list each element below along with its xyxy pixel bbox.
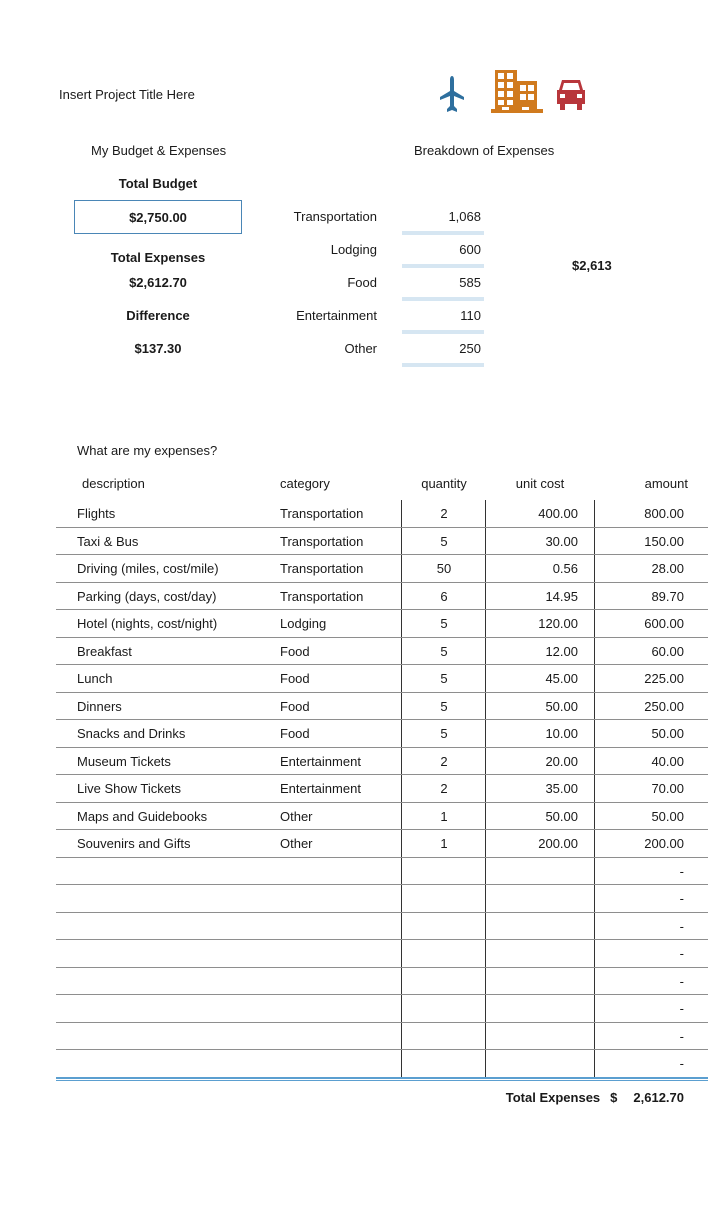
row-description[interactable]: Breakfast (77, 643, 132, 659)
table-row[interactable] (56, 1050, 708, 1078)
row-category[interactable]: Food (280, 643, 310, 659)
row-category[interactable]: Food (280, 726, 310, 741)
row-unit-cost[interactable]: 45.00 (545, 671, 578, 686)
row-category[interactable]: Entertainment (280, 753, 361, 769)
row-unit-cost[interactable]: 200.00 (538, 836, 578, 851)
row-unit-cost[interactable]: 30.00 (545, 533, 578, 549)
breakdown-category: Food (347, 275, 377, 290)
footer-total-expenses (506, 1090, 684, 1105)
row-unit-cost[interactable]: 50.00 (545, 808, 578, 824)
row-unit-cost[interactable]: 400.00 (538, 506, 578, 521)
row-amount[interactable]: - (679, 1001, 684, 1016)
row-unit-cost[interactable]: 10.00 (545, 726, 578, 741)
row-amount[interactable]: 225.00 (644, 671, 684, 686)
table-row[interactable] (56, 995, 708, 1023)
row-description[interactable]: Lunch (77, 671, 113, 686)
difference-label: Difference (126, 308, 190, 323)
row-quantity[interactable]: 5 (440, 533, 448, 549)
row-amount[interactable]: 800.00 (644, 506, 684, 521)
row-unit-cost[interactable]: 120.00 (538, 616, 578, 631)
total-budget-input[interactable] (74, 200, 242, 234)
airplane-icon (438, 74, 466, 114)
row-amount[interactable]: 150.00 (644, 533, 684, 549)
row-unit-cost[interactable]: 0.56 (552, 561, 578, 576)
expenses-question: What are my expenses? (77, 443, 218, 458)
table-row[interactable] (56, 803, 708, 831)
table-row[interactable] (56, 748, 708, 776)
breakdown-bar (402, 330, 484, 334)
row-category[interactable]: Transportation (280, 533, 364, 549)
row-amount[interactable]: 250.00 (644, 698, 684, 714)
table-row[interactable] (56, 693, 708, 721)
row-amount[interactable]: 200.00 (644, 836, 684, 851)
row-description[interactable]: Parking (days, cost/day) (77, 588, 217, 604)
breakdown-section-title: Breakdown of Expenses (414, 143, 555, 158)
row-description[interactable]: Souvenirs and Gifts (77, 836, 191, 851)
row-quantity[interactable]: 2 (440, 506, 448, 521)
row-quantity[interactable]: 2 (440, 781, 448, 796)
column-header-amount: amount (644, 476, 688, 491)
breakdown-category: Lodging (330, 242, 377, 257)
footer-total-currency: $ (610, 1090, 618, 1105)
row-quantity[interactable]: 1 (440, 836, 448, 851)
row-amount[interactable]: - (679, 891, 684, 906)
row-quantity[interactable]: 5 (440, 698, 448, 714)
breakdown-category: Transportation (293, 209, 377, 224)
row-category[interactable]: Transportation (280, 561, 364, 576)
row-amount[interactable]: - (679, 863, 684, 879)
total-expenses-value: $2,612.70 (129, 275, 187, 290)
row-amount[interactable]: - (679, 973, 684, 989)
table-row[interactable] (56, 885, 708, 913)
footer-total-label: Total Expenses (505, 1090, 601, 1105)
row-amount[interactable]: - (679, 1056, 684, 1071)
row-amount[interactable]: 89.70 (651, 588, 684, 604)
row-category[interactable]: Food (280, 671, 310, 686)
table-row[interactable] (56, 858, 708, 886)
breakdown-total: $2,613 (572, 258, 612, 273)
project-title[interactable]: Insert Project Title Here (59, 87, 195, 102)
row-category[interactable]: Other (280, 808, 313, 824)
row-description[interactable]: Driving (miles, cost/mile) (77, 561, 219, 576)
breakdown-value: 585 (459, 275, 481, 290)
table-row[interactable] (56, 720, 708, 748)
row-description[interactable]: Live Show Tickets (77, 781, 182, 796)
breakdown-value: 600 (459, 242, 481, 257)
row-amount[interactable]: - (679, 918, 684, 934)
row-category[interactable]: Transportation (280, 588, 364, 604)
row-description[interactable]: Taxi & Bus (77, 533, 139, 549)
row-description[interactable]: Snacks and Drinks (77, 726, 186, 741)
row-unit-cost[interactable]: 50.00 (545, 698, 578, 714)
table-row[interactable] (56, 528, 708, 556)
row-description[interactable]: Museum Tickets (77, 753, 171, 769)
row-quantity[interactable]: 5 (440, 671, 448, 686)
row-quantity[interactable]: 5 (440, 643, 448, 659)
column-header-unit-cost: unit cost (515, 476, 565, 491)
row-unit-cost[interactable]: 12.00 (545, 643, 578, 659)
column-header-quantity: quantity (421, 476, 467, 491)
table-total-rule (56, 1077, 708, 1081)
row-quantity[interactable]: 2 (440, 753, 448, 769)
row-description[interactable]: Maps and Guidebooks (77, 808, 208, 824)
table-row[interactable] (56, 830, 708, 858)
row-quantity[interactable]: 1 (440, 808, 448, 824)
breakdown-value: 250 (459, 341, 481, 356)
total-budget-label: Total Budget (118, 176, 198, 191)
table-row[interactable] (56, 638, 708, 666)
row-description[interactable]: Hotel (nights, cost/night) (77, 616, 218, 631)
breakdown-value: 110 (460, 308, 481, 323)
row-quantity[interactable]: 50 (436, 561, 452, 576)
breakdown-value: 1,068 (448, 209, 481, 224)
column-header-category: category (280, 476, 330, 491)
table-row[interactable] (56, 555, 708, 583)
table-body (56, 500, 708, 1078)
row-unit-cost[interactable]: 14.95 (545, 588, 578, 604)
car-icon (556, 78, 586, 112)
table-row[interactable] (56, 665, 708, 693)
table-row[interactable] (56, 940, 708, 968)
row-category[interactable]: Lodging (280, 616, 327, 631)
row-unit-cost[interactable]: 35.00 (545, 781, 578, 796)
hotel-building-icon (491, 69, 543, 113)
row-amount[interactable]: 40.00 (651, 753, 684, 769)
breakdown-bar (402, 264, 484, 268)
table-row[interactable] (56, 1023, 708, 1051)
breakdown-bar (402, 231, 484, 235)
row-quantity[interactable]: 5 (440, 616, 448, 631)
row-category[interactable]: Transportation (280, 506, 364, 521)
table-row[interactable] (56, 913, 708, 941)
row-description[interactable]: Flights (77, 506, 116, 521)
row-amount[interactable]: 60.00 (651, 643, 684, 659)
row-amount[interactable]: 50.00 (651, 726, 684, 741)
table-row[interactable] (56, 583, 708, 611)
expenses-table (56, 473, 708, 1078)
row-amount[interactable]: 70.00 (651, 781, 684, 796)
column-header-description: description (82, 476, 145, 491)
row-category[interactable]: Entertainment (280, 781, 361, 796)
row-category[interactable]: Other (280, 836, 313, 851)
footer-total-value: 2,612.70 (633, 1090, 684, 1105)
row-quantity[interactable]: 6 (440, 588, 448, 604)
table-row[interactable] (56, 775, 708, 803)
total-expenses-label: Total Expenses (110, 250, 206, 265)
row-amount[interactable]: 28.00 (651, 561, 684, 576)
table-row[interactable] (56, 610, 708, 638)
row-quantity[interactable]: 5 (440, 726, 448, 741)
table-header (56, 473, 708, 500)
row-unit-cost[interactable]: 20.00 (545, 753, 578, 769)
difference-value: $137.30 (134, 341, 182, 356)
row-description[interactable]: Dinners (77, 698, 122, 714)
my-budget-section-title: My Budget & Expenses (91, 143, 227, 158)
total-budget-value[interactable]: $2,750.00 (129, 209, 187, 225)
breakdown-category: Entertainment (296, 308, 377, 323)
row-amount[interactable]: 600.00 (644, 616, 684, 631)
row-category[interactable]: Food (280, 698, 310, 714)
row-amount[interactable]: - (679, 1028, 684, 1044)
breakdown-bar (402, 363, 484, 367)
row-amount[interactable]: 50.00 (651, 808, 684, 824)
row-amount[interactable]: - (679, 946, 684, 961)
breakdown-bar (402, 297, 484, 301)
table-row[interactable] (56, 500, 708, 528)
breakdown-category: Other (344, 341, 377, 356)
table-row[interactable] (56, 968, 708, 996)
